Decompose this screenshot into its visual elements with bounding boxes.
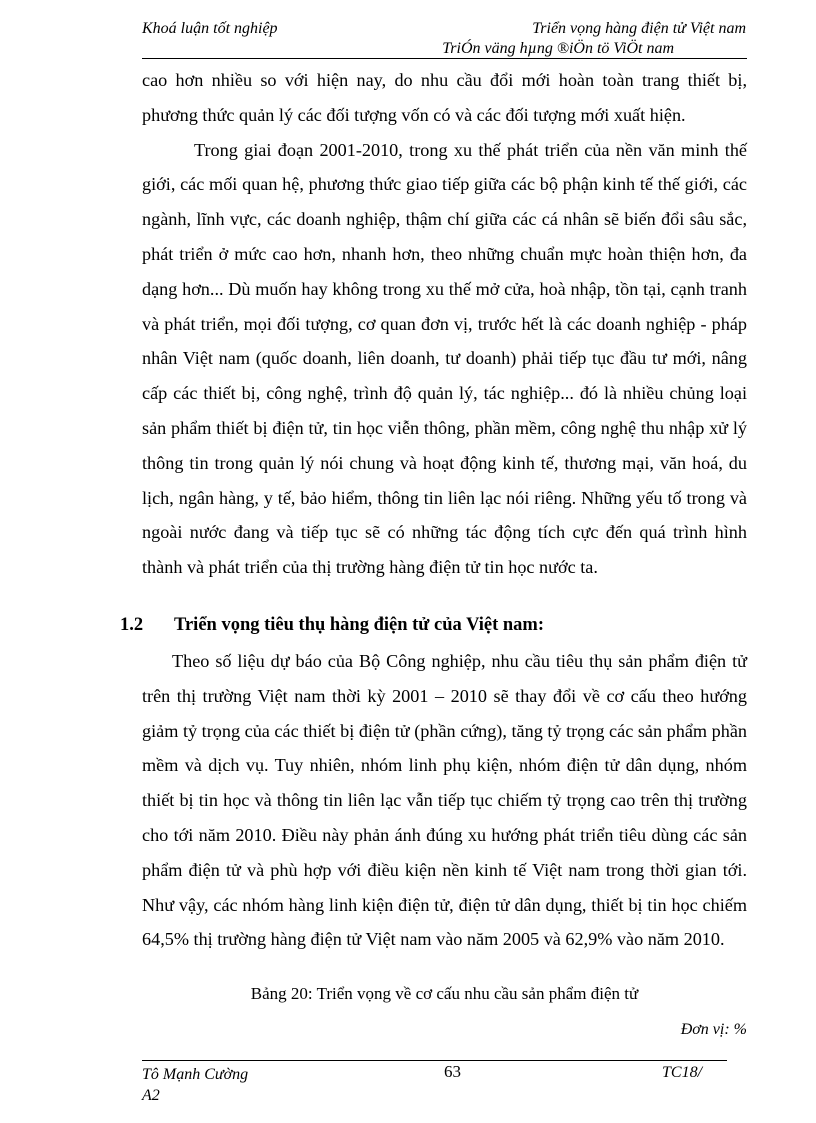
header-divider (142, 58, 747, 59)
paragraph-2001-2010: Trong giai đoạn 2001-2010, trong xu thế phát triển của nền văn minh thế giới, các mối quan hệ, phương thức giao tiếp giữa các bộ phận kinh tế thế giới, các ngành, lĩnh vực, các doanh nghiệp, thậm chí giữa các cá nhân sẽ biến đổi sâu sắc, phát triển ở mức cao hơn, nhanh hơn, theo những chuẩn mực hoàn thiện hơn, đa dạng hơn... Dù muốn hay không trong xu thế mở cửa, hoà nhập, tồn tại, cạnh tranh và phát triển, mọi đối tượng, cơ quan đơn vị, trước hết là các doanh nghiệp - pháp nhân Việt nam (quốc doanh, liên doanh, tư doanh) phải tiếp tục đầu tư mới, nâng cấp các thiết bị, công nghệ, trình độ quản lý, tác nghiệp... đó là nhiều chủng loại sản phẩm thiết bị điện tử, tin học viễn thông, phần mềm, công nghệ thu nhập xử lý thông tin trong quản lý nói chung và hoạt động kinh tế, thương mại, văn hoá, du lịch, ngân hàng, y tế, bảo hiểm, thông tin liên lạc nói riêng. Những yếu tố trong và ngoài nước đang và tiếp tục sẽ có những tác động tích cực đến quá trình hình thành và phát triển của thị trường hàng điện tử tin học nước ta. (142, 139, 747, 578)
section-title: Triển vọng tiêu thụ hàng điện tử của Việt nam: (174, 615, 544, 635)
section-heading (120, 610, 747, 640)
footer-author: Tô Mạnh Cường (142, 1066, 249, 1083)
header-left: Khoá luận tốt nghiệp (142, 20, 278, 37)
footer-author-class: A2 (142, 1087, 160, 1104)
table-caption: Bảng 20: Triển vọng về cơ cấu nhu cầu sản phẩm điện tử (250, 984, 639, 1003)
header-right-garbled: TriÓn väng hµng ®iÖn tö ViÖt nam (442, 40, 674, 57)
section-number: 1.2 (120, 615, 144, 635)
footer-divider (142, 1060, 727, 1061)
page-number: 63 (444, 1062, 461, 1081)
footer-author-block (142, 1064, 248, 1106)
unit-label: Đơn vị: % (680, 1021, 747, 1038)
paragraph-continuation: cao hơn nhiều so với hiện nay, do nhu cầu đổi mới hoàn toàn trang thiết bị, phương thức quản lý các đối tượng vốn có và các đối tượng mới xuất hiện. (142, 70, 747, 125)
body-text (142, 63, 747, 585)
section-body (142, 644, 747, 957)
paragraph-forecast: Theo số liệu dự báo của Bộ Công nghiệp, nhu cầu tiêu thụ sản phẩm điện tử trên thị trường Việt nam thời kỳ 2001 – 2010 sẽ thay đổi về cơ cấu theo hướng giảm tỷ trọng của các thiết bị điện tử (phần cứng), tăng tỷ trọng các sản phẩm phần mềm và dịch vụ. Tuy nhiên, nhóm linh phụ kiện, nhóm điện tử dân dụng, nhóm thiết bị tin học và thông tin liên lạc vẫn tiếp tục chiếm tỷ trọng cao trên thị trường cho tới năm 2010. Điều này phản ánh đúng xu hướng phát triển tiêu dùng các sản phẩm điện tử và phù hợp với điều kiện nền kinh tế Việt nam trong thời gian tới. Như vậy, các nhóm hàng linh kiện điện tử, điện tử dân dụng, thiết bị tin học chiếm 64,5% thị trường hàng điện tử Việt nam vào năm 2005 và 62,9% vào năm 2010. (142, 651, 747, 950)
footer-class-code: TC18/ (662, 1064, 703, 1081)
header-right: Triển vọng hàng điện tử Việt nam (532, 20, 746, 37)
